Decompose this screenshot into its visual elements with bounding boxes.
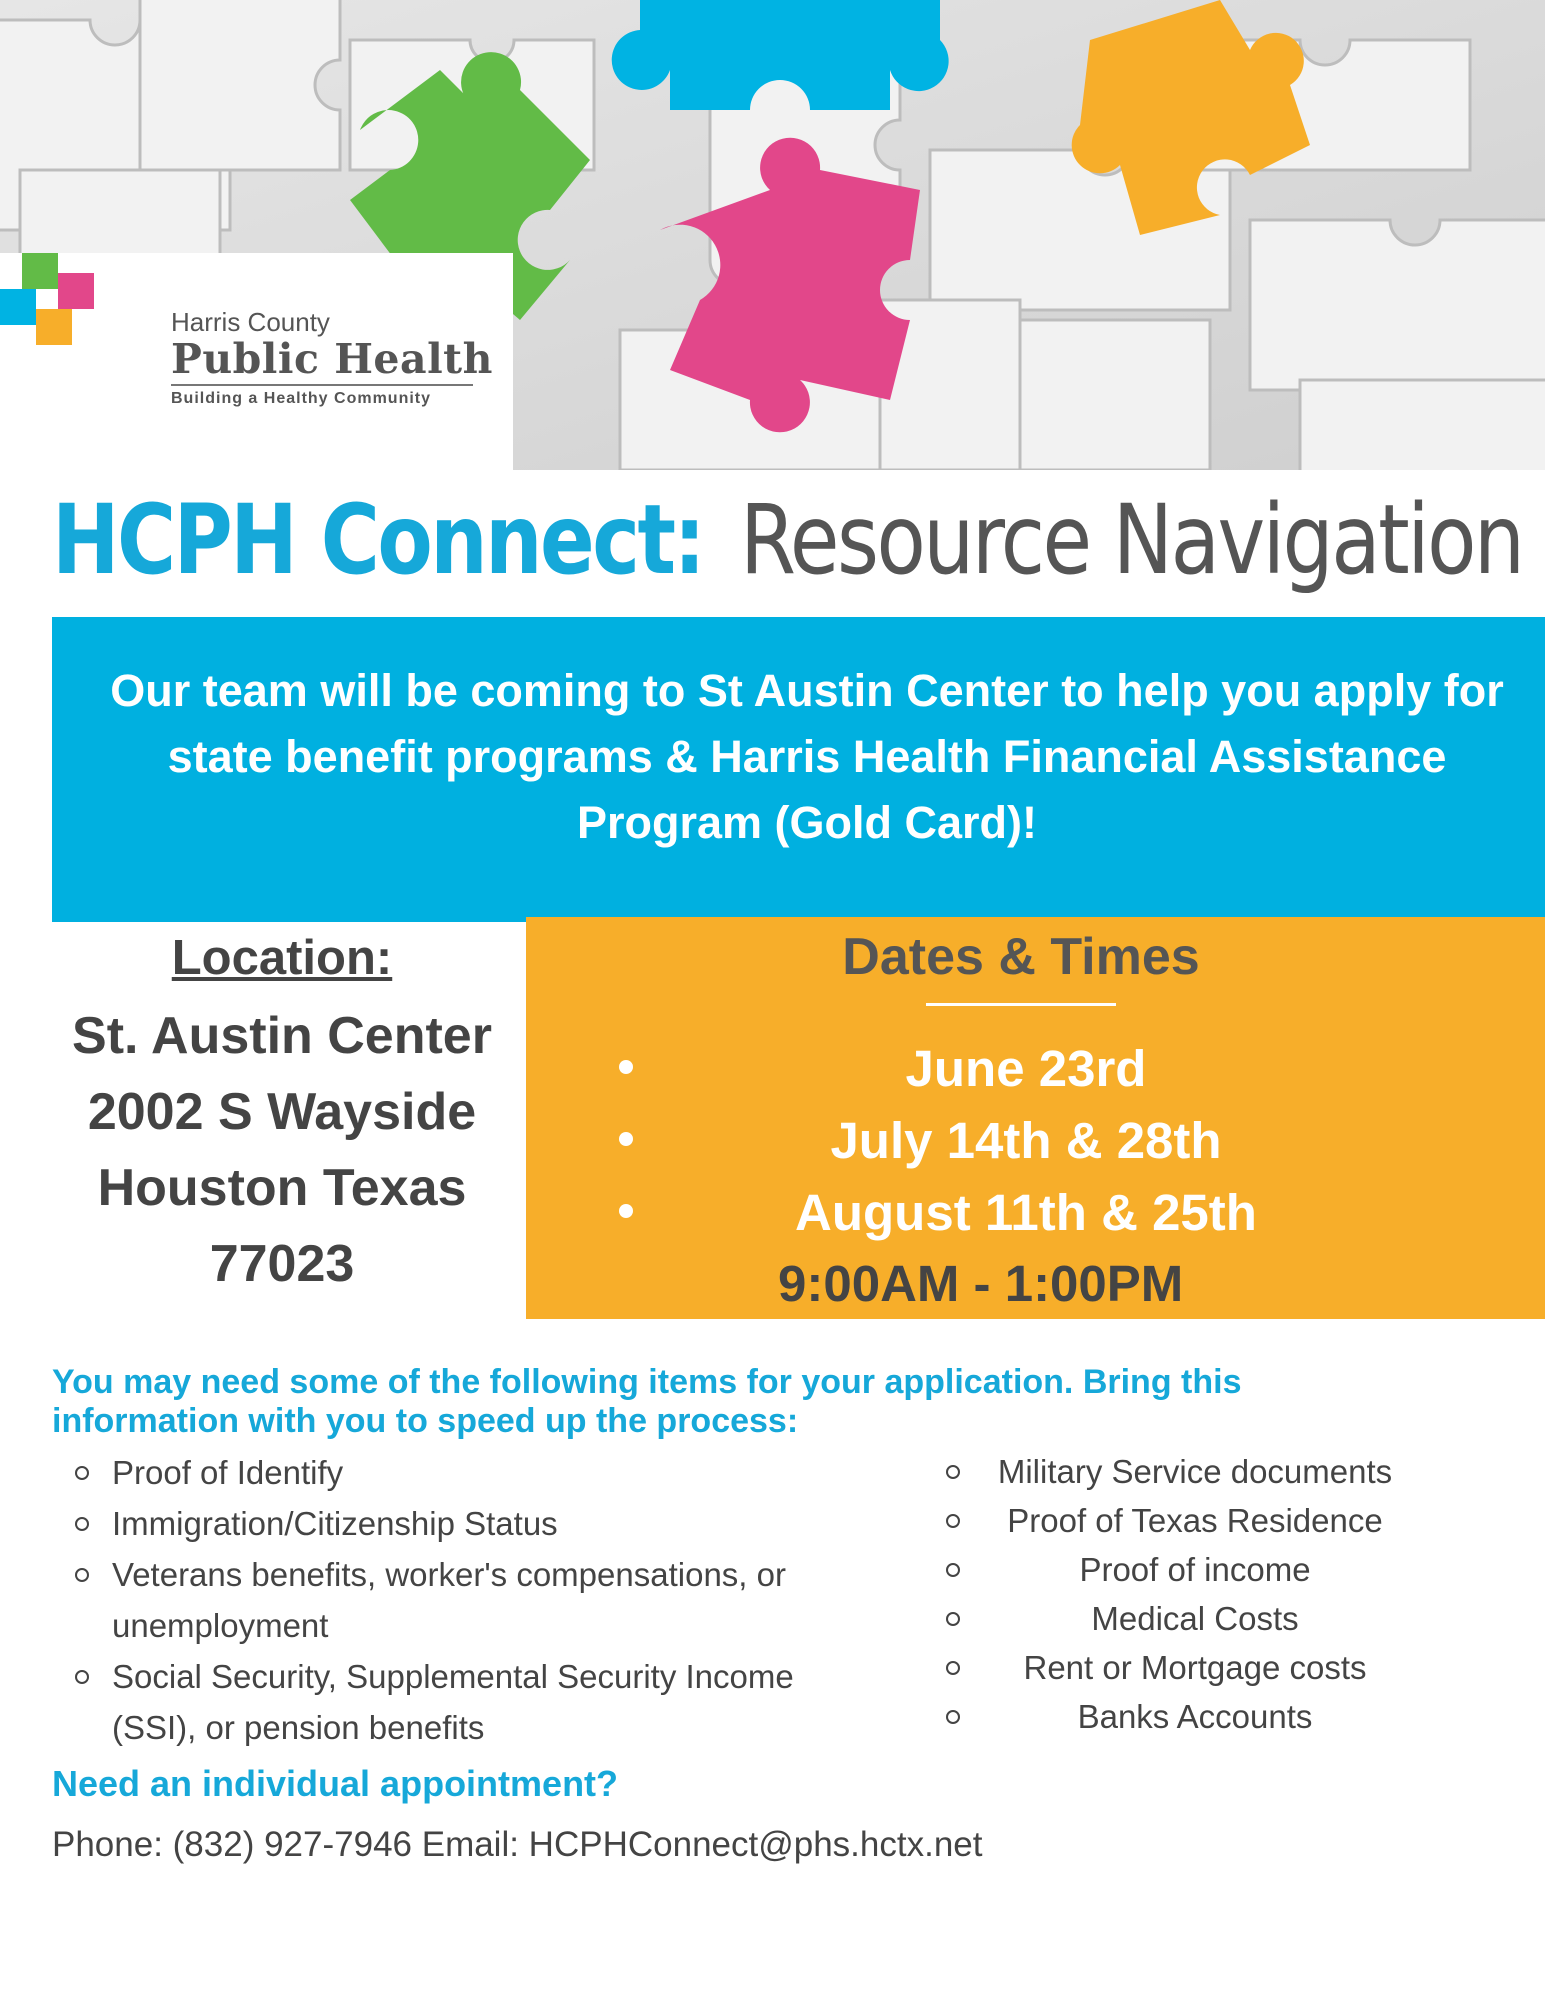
circle-bullet-icon	[75, 1466, 89, 1480]
location-line: St. Austin Center	[72, 1007, 492, 1065]
date-item	[526, 1106, 1545, 1176]
list-item: Military Service documents	[997, 1453, 1393, 1490]
hero-puzzle-image	[0, 0, 1545, 470]
logo-divider	[171, 384, 473, 386]
banner-line-3: Program (Gold Card)!	[576, 797, 1038, 848]
list-item-continued: (SSI), or pension benefits	[112, 1709, 485, 1746]
announcement-banner	[52, 617, 1545, 922]
circle-bullet-icon	[946, 1514, 960, 1528]
circle-bullet-icon	[946, 1661, 960, 1675]
hcph-logo-mark	[0, 253, 100, 345]
logo-panel	[0, 253, 513, 470]
dates-heading-underline	[926, 1003, 1116, 1006]
date-item	[526, 1178, 1545, 1248]
logo-name-text: Public Health	[171, 335, 493, 383]
dates-heading: Dates & Times	[842, 928, 1200, 986]
location-line: 77023	[209, 1235, 355, 1293]
circle-bullet-icon	[75, 1568, 89, 1582]
list-item: Banks Accounts	[1077, 1698, 1313, 1735]
items-intro-line-1: You may need some of the following items for your application. Bring this	[52, 1363, 1242, 1401]
circle-bullet-icon	[946, 1612, 960, 1626]
circle-bullet-icon	[946, 1710, 960, 1724]
date-text: July 14th & 28th	[830, 1112, 1222, 1169]
list-item: Medical Costs	[1091, 1600, 1299, 1637]
list-item: Proof of Identify	[112, 1454, 344, 1491]
location-line: 2002 S Wayside	[87, 1083, 477, 1141]
banner-line-2: state benefit programs & Harris Health Financial Assistance	[167, 731, 1447, 782]
list-item-continued: unemployment	[112, 1607, 329, 1644]
location-line: Houston Texas	[97, 1159, 467, 1217]
appointment-heading: Need an individual appointment?	[52, 1763, 619, 1804]
circle-bullet-icon	[946, 1465, 960, 1479]
banner-text	[52, 658, 1545, 856]
list-item: Proof of income	[1079, 1551, 1311, 1588]
logo-county-text: Harris County	[171, 307, 330, 337]
date-text: August 11th & 25th	[795, 1184, 1257, 1241]
location-heading: Location:	[171, 931, 393, 985]
list-item: Veterans benefits, worker's compensations, or	[112, 1556, 786, 1593]
list-item: Proof of Texas Residence	[1007, 1502, 1383, 1539]
title-part-1: HCPH Connect:	[52, 484, 704, 596]
logo-tagline: Building a Healthy Community	[171, 390, 432, 407]
list-item: Immigration/Citizenship Status	[112, 1505, 558, 1542]
page-title	[52, 480, 1532, 600]
circle-bullet-icon	[946, 1563, 960, 1577]
title-part-2: Resource Navigation	[740, 484, 1523, 596]
items-intro	[52, 1363, 1502, 1441]
dates-times-panel	[526, 917, 1545, 1319]
items-intro-line-2: information with you to speed up the process:	[52, 1402, 799, 1440]
time-range: 9:00AM - 1:00PM	[778, 1255, 1184, 1312]
circle-bullet-icon	[75, 1517, 89, 1531]
contact-info: Phone: (832) 927-7946 Email: HCPHConnect@phs.hctx.net	[52, 1825, 983, 1864]
list-item: Social Security, Supplemental Security Income	[112, 1658, 794, 1695]
date-text: June 23rd	[905, 1040, 1147, 1097]
banner-line-1: Our team will be coming to St Austin Center to help you apply for	[110, 665, 1504, 716]
list-item: Rent or Mortgage costs	[1023, 1649, 1367, 1686]
circle-bullet-icon	[75, 1670, 89, 1684]
date-item	[526, 1034, 1545, 1104]
